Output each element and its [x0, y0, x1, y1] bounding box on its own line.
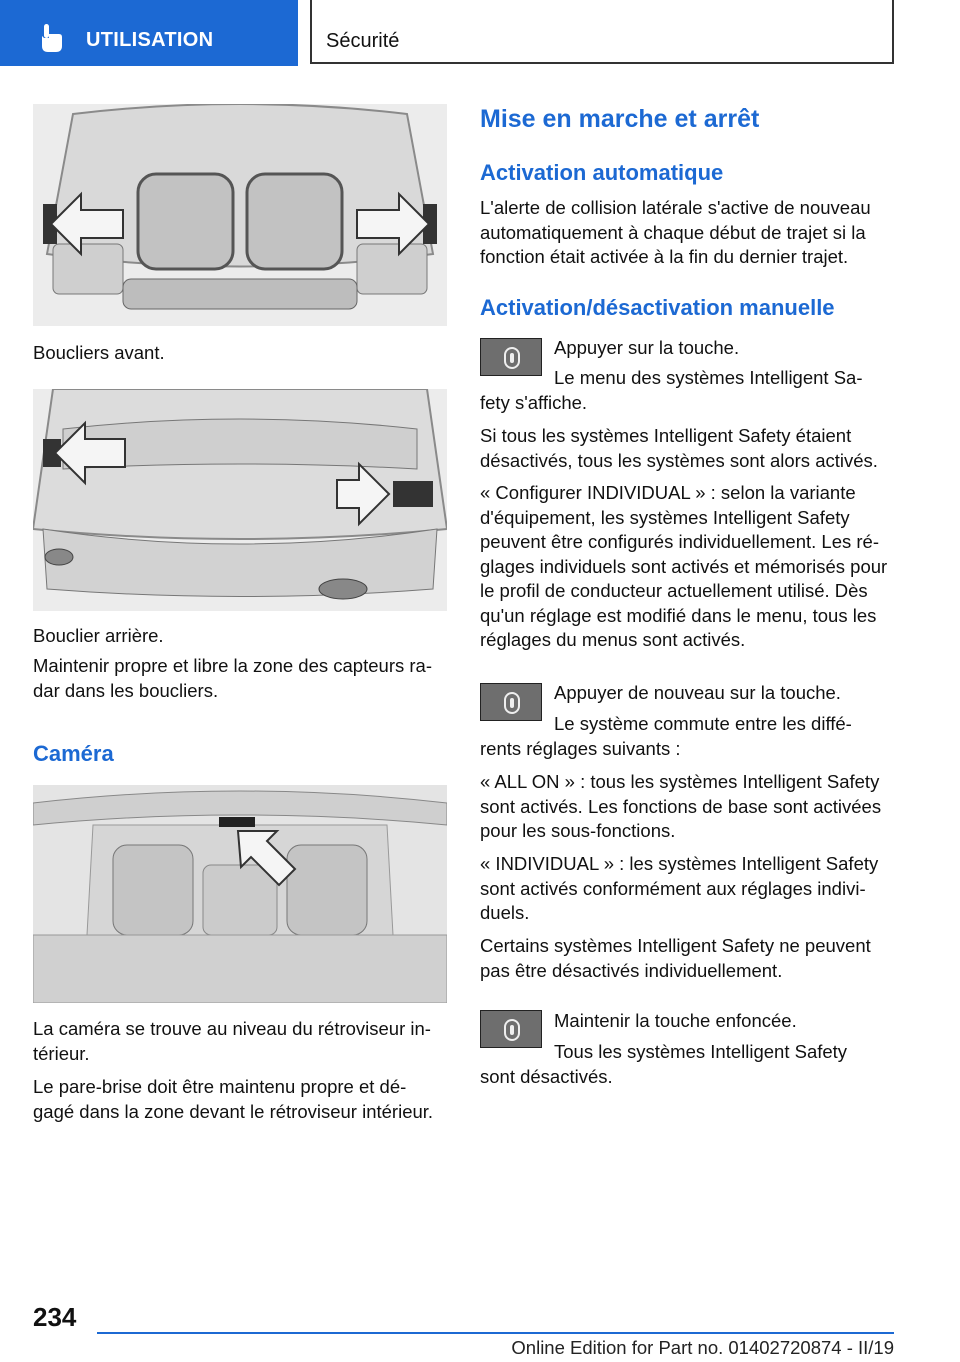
chapter-tab [0, 0, 298, 66]
cannot-disable-text: Certains systèmes Intelligent Safety ne peuvent pas être désactivés individuellement. [480, 935, 871, 981]
caption-rear-bumper: Bouclier arrière. [33, 625, 164, 646]
hand-pointer-icon [38, 24, 64, 52]
windshield-clean-text: Le pare-brise doit être maintenu propre et dé-gagé dans la zone devant le rétroviseur intérieur. [33, 1076, 434, 1122]
rear-bumper-illustration [33, 389, 447, 611]
main-heading: Mise en marche et arrêt [480, 105, 760, 133]
auto-activation-text: L'alerte de collision latérale s'active de nouveau automatiquement à chaque début de trajet si la fonction était activée à la fin du dernier trajet. [480, 197, 871, 267]
safety-button-glyph-icon [503, 346, 521, 370]
step2-press-again: Appuyer de nouveau sur la touche. [554, 682, 841, 703]
rear-bumper-image [33, 389, 447, 611]
step1-menu-appears-a: Le menu des systèmes Intelligent Sa- [554, 367, 863, 388]
safety-button-glyph-icon [503, 691, 521, 715]
individual-text: « INDIVIDUAL » : les systèmes Intelligent Safety sont activés conformément aux réglages indivi-duels. [480, 853, 879, 923]
intelligent-safety-button-icon [480, 683, 542, 721]
camera-location-text: La caméra se trouve au niveau du rétroviseur in-térieur. [33, 1018, 431, 1064]
step3-all-off-b: sont désactivés. [480, 1066, 613, 1087]
footer-divider [97, 1332, 894, 1334]
step3-all-off-a: Tous les systèmes Intelligent Safety [554, 1041, 848, 1062]
page-number: 234 [33, 1302, 77, 1332]
safety-button-glyph-icon [503, 1018, 521, 1042]
interior-camera-illustration [33, 785, 447, 1003]
intelligent-safety-button-icon [480, 1010, 542, 1048]
step2-switches-a: Le système commute entre les diffé- [554, 713, 852, 734]
camera-heading: Caméra [33, 741, 114, 766]
front-bumper-illustration [33, 104, 447, 326]
intelligent-safety-button-icon [480, 338, 542, 376]
chapter-title: UTILISATION [86, 29, 214, 51]
section-header [310, 0, 894, 64]
edition-info: Online Edition for Part no. 01402720874 - II/19 [511, 1337, 894, 1358]
step2-switches-b: rents réglages suivants : [480, 738, 681, 759]
front-bumper-image [33, 104, 447, 326]
keep-sensors-clean-text: Maintenir propre et libre la zone des capteurs ra-dar dans les boucliers. [33, 655, 432, 701]
individual-config-text: « Configurer INDIVIDUAL » : selon la variante d'équipement, les systèmes Intelligent Safety peuvent être configurés individuellement. Les ré-glages individuels sont activés et mémorisés pour le profil de conducteur actuellement utilisé. Dès qu'un réglage est modifié dans le menu, tous les réglages du menus sont activés. [480, 482, 888, 650]
step1-press-button: Appuyer sur la touche. [554, 337, 740, 358]
all-off-text: Si tous les systèmes Intelligent Safety étaient désactivés, tous les systèmes sont alors activés. [480, 425, 878, 471]
section-title: Sécurité [326, 30, 400, 52]
manual-activation-heading: Activation/désactivation manuelle [480, 295, 835, 320]
camera-location-image [33, 785, 447, 1003]
all-on-text: « ALL ON » : tous les systèmes Intelligent Safety sont activés. Les fonctions de base sont activées pour les sous-fonctions. [480, 771, 882, 841]
caption-front-bumper: Boucliers avant. [33, 342, 165, 363]
step3-hold-button: Maintenir la touche enfoncée. [554, 1010, 797, 1031]
auto-activation-heading: Activation automatique [480, 160, 724, 185]
step1-menu-appears-b: fety s'affiche. [480, 392, 588, 413]
